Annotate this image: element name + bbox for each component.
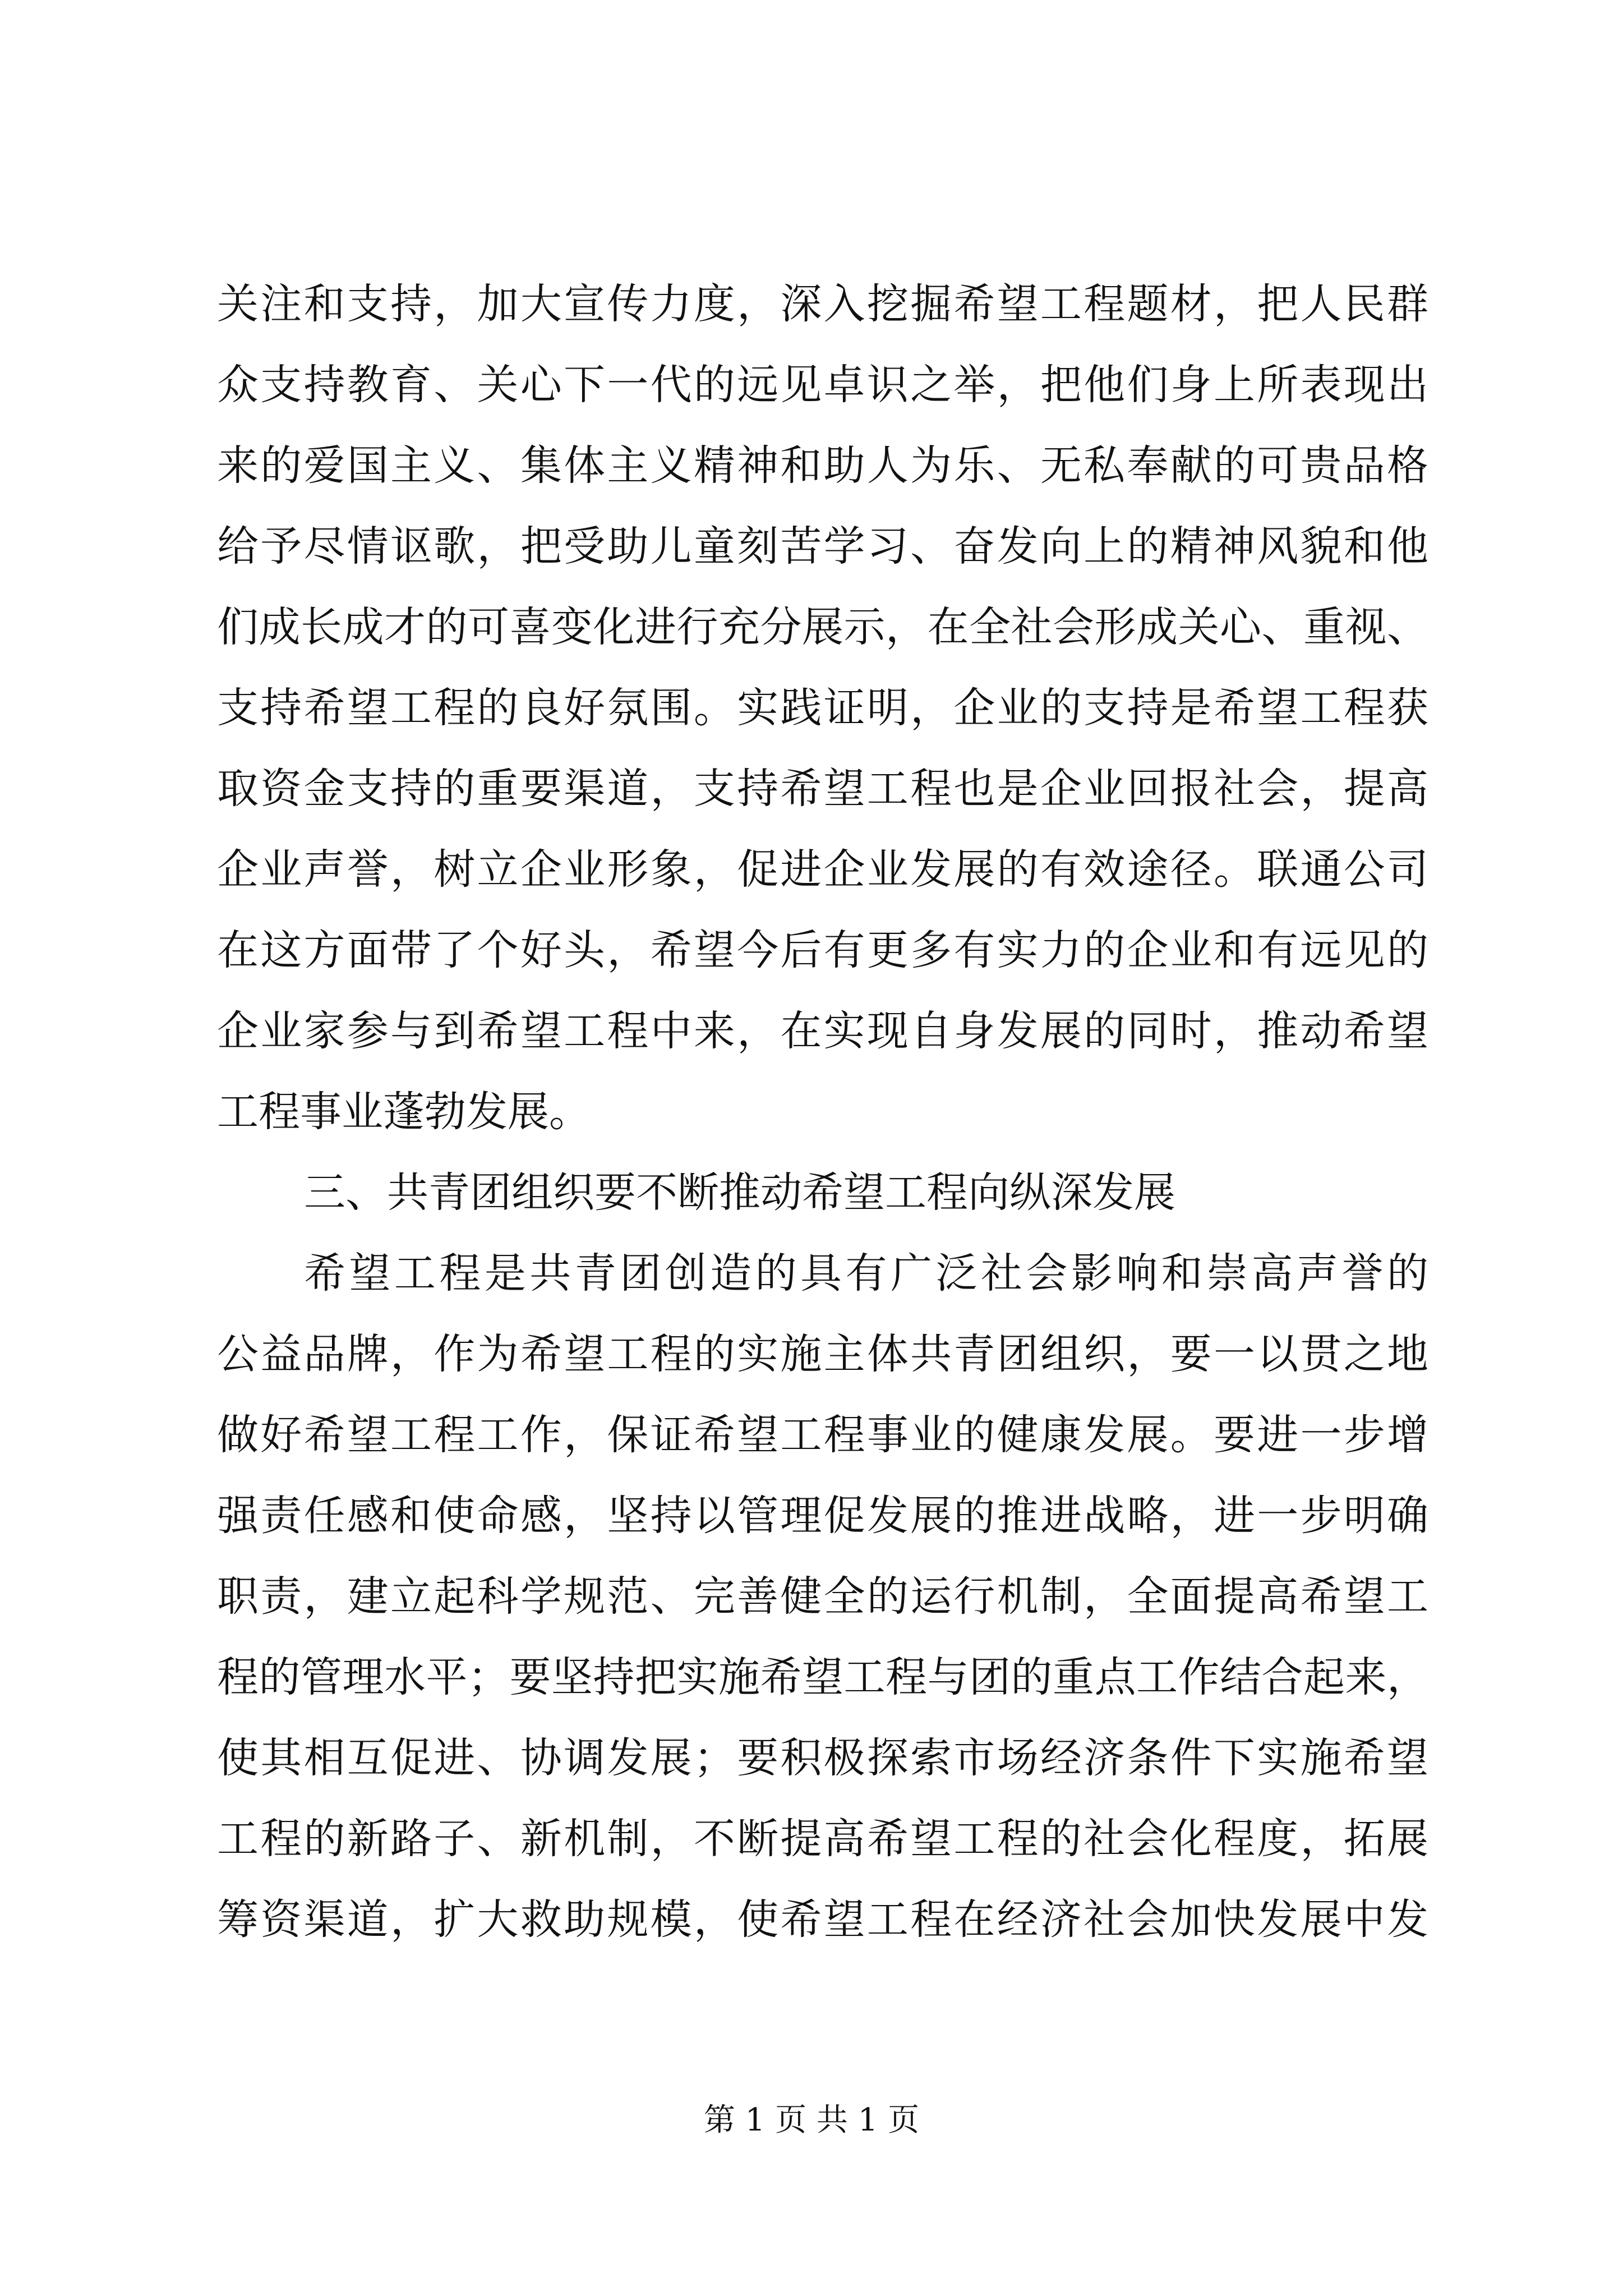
- paragraph-line: 关注和支持，加大宣传力度，深入挖掘希望工程题材，把人民群: [217, 280, 1428, 328]
- paragraph-line: 筹资渠道，扩大救助规模，使希望工程在经济社会加快发展中发: [217, 1895, 1428, 1944]
- paragraph-line: 来的爱国主义、集体主义精神和助人为乐、无私奉献的可贵品格: [217, 441, 1428, 490]
- paragraph-line: 工程的新路子、新机制，不断提高希望工程的社会化程度，拓展: [217, 1815, 1428, 1863]
- paragraph-line: 公益品牌，作为希望工程的实施主体共青团组织，要一以贯之地: [217, 1330, 1428, 1378]
- paragraph-line: 程的管理水平；要坚持把实施希望工程与团的重点工作结合起来，: [217, 1653, 1428, 1701]
- paragraph-line: 做好希望工程工作，保证希望工程事业的健康发展。要进一步增: [217, 1411, 1428, 1459]
- paragraph-line: 职责，建立起科学规范、完善健全的运行机制，全面提高希望工: [217, 1572, 1428, 1621]
- paragraph-line: 企业声誉，树立企业形象，促进企业发展的有效途径。联通公司: [217, 845, 1428, 894]
- body-text: [217, 264, 1428, 1960]
- paragraph-line: 取资金支持的重要渠道，支持希望工程也是企业回报社会，提高: [217, 765, 1428, 813]
- paragraph-line: 给予尽情讴歌，把受助儿童刻苦学习、奋发向上的精神风貌和他: [217, 522, 1428, 570]
- paragraph-line: 企业家参与到希望工程中来，在实现自身发展的同时，推动希望: [217, 1007, 1428, 1055]
- section-heading: 三、共青团组织要不断推动希望工程向纵深发展: [304, 1168, 1175, 1217]
- paragraph-line: 众支持教育、关心下一代的远见卓识之举，把他们身上所表现出: [217, 361, 1428, 409]
- paragraph-line: 使其相互促进、协调发展；要积极探索市场经济条件下实施希望: [217, 1734, 1428, 1782]
- paragraph-line: 们成长成才的可喜变化进行充分展示，在全社会形成关心、重视、: [217, 603, 1428, 651]
- paragraph-line: 强责任感和使命感，坚持以管理促发展的推进战略，进一步明确: [217, 1492, 1428, 1540]
- paragraph-line: 在这方面带了个好头，希望今后有更多有实力的企业和有远见的: [217, 926, 1428, 974]
- page-number-footer: 第 1 页 共 1 页: [703, 2102, 920, 2138]
- paragraph-line: 希望工程是共青团创造的具有广泛社会影响和崇高声誉的: [304, 1249, 1428, 1297]
- paragraph-line: 支持希望工程的良好氛围。实践证明，企业的支持是希望工程获: [217, 684, 1428, 732]
- paragraph-line: 工程事业蓬勃发展。: [217, 1088, 591, 1136]
